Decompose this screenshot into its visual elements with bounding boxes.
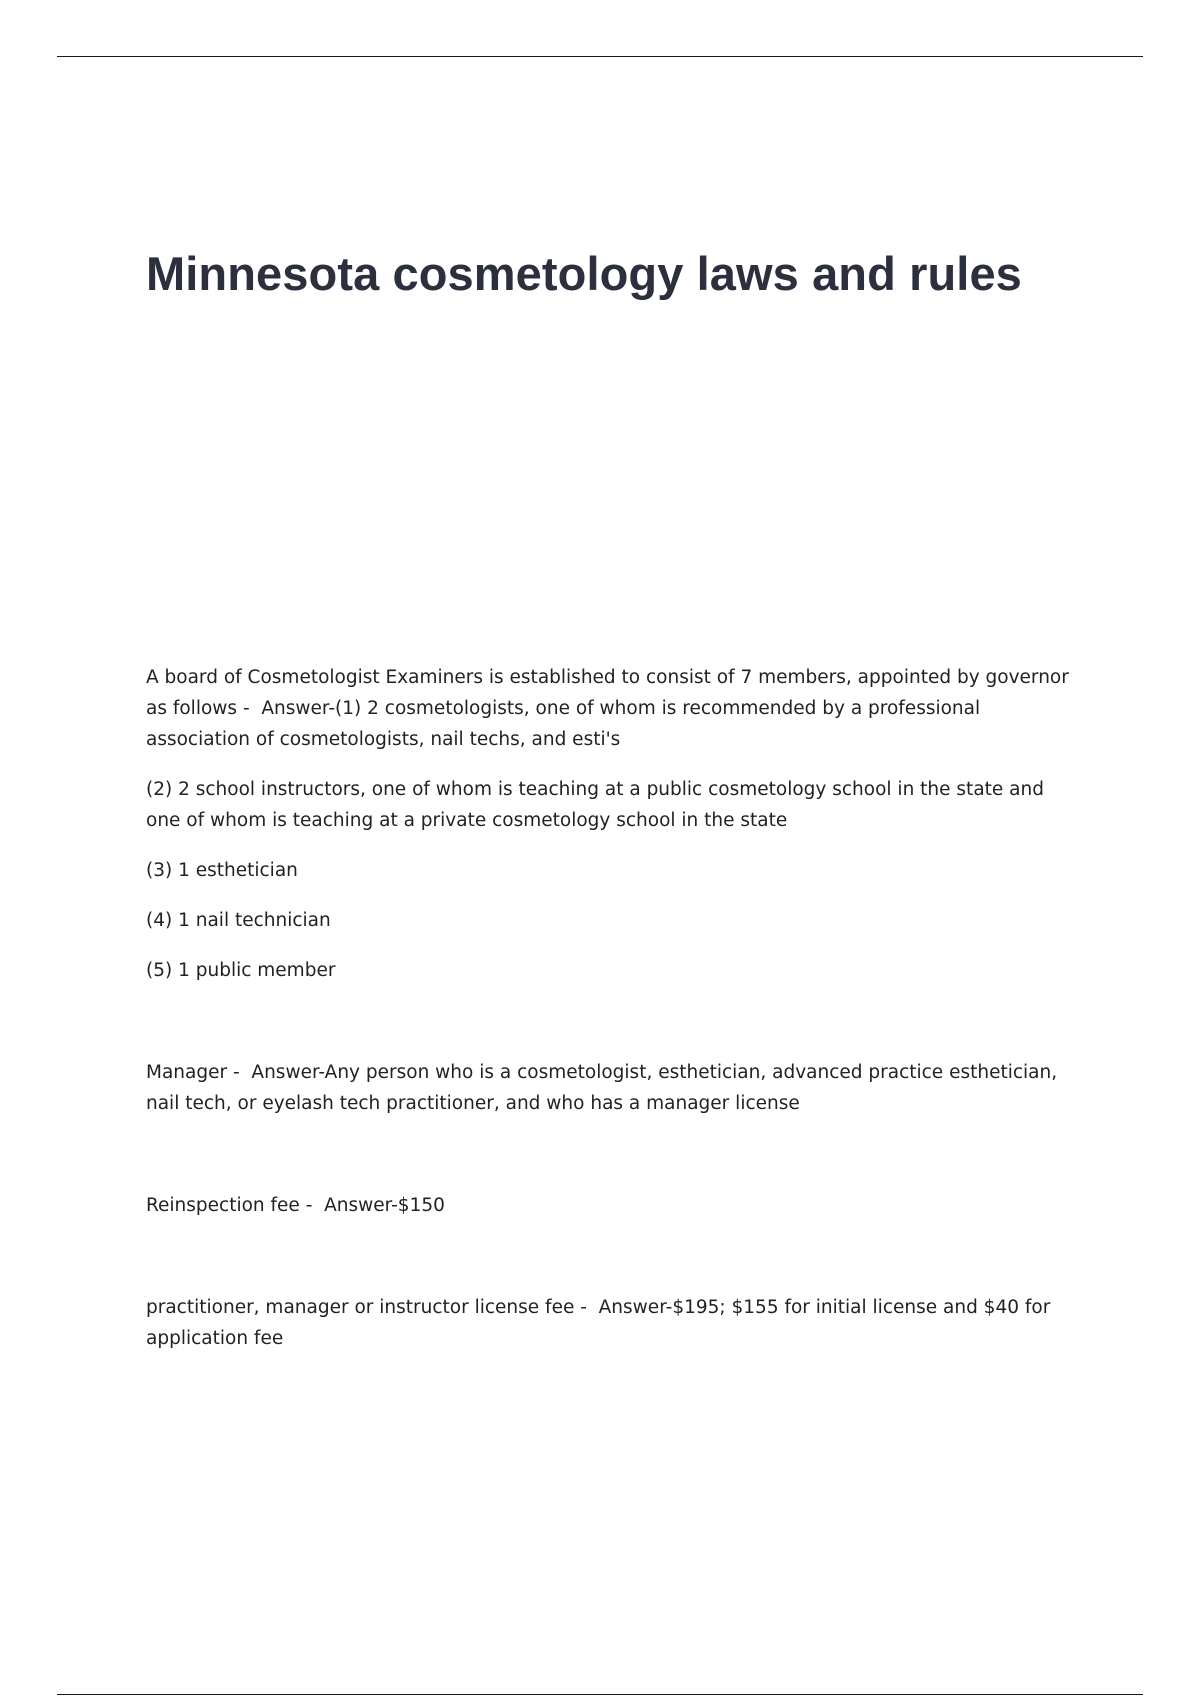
- answer-text: $195; $155 for initial license and $40 for application fee: [146, 1297, 1051, 1349]
- qa-entry-reinspection-fee: [146, 1190, 1081, 1221]
- qa-entry-board: [146, 662, 1081, 986]
- document-title: Minnesota cosmetology laws and rules: [146, 247, 1022, 300]
- qa-paragraph: [146, 662, 1081, 755]
- qa-paragraph: [146, 1057, 1081, 1119]
- qa-entry-manager: [146, 1057, 1081, 1119]
- answer-continuation: (2) 2 school instructors, one of whom is teaching at a public cosmetology school in the state and one of whom is teaching at a private cosmetology school in the state: [146, 779, 1044, 831]
- question-text: Manager -: [146, 1062, 246, 1083]
- answer-continuation: (5) 1 public member: [146, 960, 336, 981]
- answer-label: Answer -: [246, 1062, 325, 1083]
- answer-text: $150: [397, 1195, 445, 1216]
- qa-paragraph: [146, 1292, 1081, 1354]
- document-body: [146, 662, 1081, 1354]
- question-text: Reinspection fee -: [146, 1195, 318, 1216]
- qa-paragraph: [146, 1190, 1081, 1221]
- top-rule: [57, 56, 1143, 57]
- question-text: A board of Cosmetologist Examiners is established to consist of 7 members, appointed by governor as follows -: [146, 667, 1069, 719]
- answer-text: Any person who is a cosmetologist, esthetician, advanced practice esthetician, nail tech, or eyelash tech practitioner, and who has a manager license: [146, 1062, 1058, 1114]
- answer-label: Answer -: [256, 698, 336, 719]
- answer-continuation: (3) 1 esthetician: [146, 860, 298, 881]
- answer-label: Answer -: [593, 1297, 673, 1318]
- answer-continuation: (4) 1 nail technician: [146, 910, 331, 931]
- answer-text: (1) 2 cosmetologists, one of whom is recommended by a professional association of cosmetologists, nail techs, and esti's: [146, 698, 981, 750]
- qa-entry-license-fee: [146, 1292, 1081, 1354]
- bottom-rule: [57, 1694, 1143, 1695]
- question-text: practitioner, manager or instructor license fee -: [146, 1297, 593, 1318]
- answer-label: Answer -: [318, 1195, 398, 1216]
